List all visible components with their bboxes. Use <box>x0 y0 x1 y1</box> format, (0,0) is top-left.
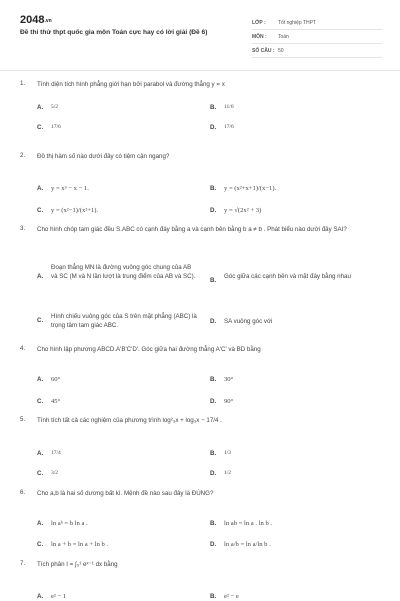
option-a[interactable] <box>37 449 61 458</box>
option-c[interactable] <box>37 469 58 478</box>
question-number: 4. <box>20 345 26 352</box>
meta-row-subject <box>252 30 382 44</box>
question-number: 7. <box>20 560 26 567</box>
option-text: ln ab = ln a . ln b . <box>224 520 273 527</box>
option-letter: A. <box>37 450 44 457</box>
question-stem <box>20 489 380 498</box>
meta-row-count <box>252 44 382 58</box>
option-b[interactable] <box>210 103 234 112</box>
question-stem <box>20 560 380 569</box>
question-text: Tính tích tất cả các nghiệm của phương trình log²₃x + log₃x − 17/4 . <box>37 417 222 424</box>
meta-value: 50 <box>278 47 284 54</box>
option-letter: D. <box>210 398 217 405</box>
option-text: 60° <box>51 376 61 383</box>
question-text: Đồ thị hàm số nào dưới đây có tiệm cận ngang? <box>37 153 170 160</box>
option-text: y = (x²−1)/(x²+1). <box>51 207 99 214</box>
option-text: y = √(2x² + 3) <box>224 207 262 214</box>
option-text: Góc giữa các cạnh bên và mặt đáy bằng nhau <box>224 273 351 280</box>
option-letter: A. <box>37 104 44 111</box>
meta-label: LỚP : <box>252 19 266 26</box>
option-d[interactable] <box>210 540 271 549</box>
option-text: 17/4 <box>51 450 61 456</box>
header-divider <box>0 70 400 71</box>
option-text: 1/3 <box>224 450 232 456</box>
brand-suffix: .vn <box>44 18 52 24</box>
option-b[interactable] <box>210 449 231 458</box>
option-d[interactable] <box>210 206 261 215</box>
option-a[interactable] <box>37 184 89 193</box>
question-text: Cho hình chóp tam giác đều S.ABC có cạnh đáy bằng a và cạnh bên bằng b a ≠ b . Phát biểu nào dưới đây SAI? <box>37 226 347 233</box>
option-b[interactable] <box>210 184 276 193</box>
option-b[interactable] <box>210 375 233 384</box>
option-d[interactable] <box>210 123 234 132</box>
question-stem <box>20 80 380 89</box>
meta-label: SỐ CÂU : <box>252 47 275 54</box>
meta-row-class <box>252 16 382 30</box>
meta-label: MÔN : <box>252 33 267 40</box>
option-text: 45° <box>51 398 61 405</box>
option-c[interactable] <box>37 123 61 132</box>
option-d[interactable] <box>210 469 231 478</box>
option-d[interactable] <box>210 397 233 406</box>
question-stem <box>20 152 380 161</box>
option-letter: C. <box>37 317 44 324</box>
option-text: 5/2 <box>51 104 59 110</box>
option-c[interactable] <box>37 540 108 549</box>
option-letter: C. <box>37 470 44 477</box>
option-a[interactable] <box>37 375 60 384</box>
option-text: 30° <box>224 376 234 383</box>
option-a[interactable] <box>37 103 58 112</box>
option-text: 17/6 <box>51 124 61 130</box>
option-letter: D. <box>210 318 217 325</box>
option-letter: B. <box>210 520 217 527</box>
option-text: e² − e <box>224 593 239 600</box>
question-number: 1. <box>20 80 26 87</box>
question-5 <box>20 416 380 477</box>
question-number: 2. <box>20 152 26 159</box>
question-text: Tính diện tích hình phẳng giới hạn bởi parabol và đường thẳng y = x <box>37 81 225 88</box>
option-text: 90° <box>224 398 234 405</box>
option-text: e² − 1 <box>51 593 67 600</box>
option-c[interactable] <box>37 397 60 406</box>
option-letter: B. <box>210 185 217 192</box>
option-letter: D. <box>210 207 217 214</box>
question-number: 5. <box>20 416 26 423</box>
option-d[interactable] <box>210 317 272 326</box>
option-text: y = (x²+x+1)/(x−1). <box>224 185 277 192</box>
option-text: 3/2 <box>51 470 59 476</box>
option-letter: B. <box>210 277 217 284</box>
question-stem <box>20 345 380 354</box>
meta-value: Tốt nghiệp THPT <box>278 19 316 26</box>
question-1 <box>20 80 380 131</box>
question-2 <box>20 152 380 214</box>
question-text: Cho a,b là hai số dương bất kì. Mệnh đề nào sau đây là ĐÚNG? <box>37 490 214 497</box>
question-7 <box>20 560 380 600</box>
option-text: Hình chiếu vuông góc của S trên mặt phẳng (ABC) là trọng tâm tam giác ABC. <box>51 313 197 329</box>
option-text: Đoạn thẳng MN là đường vuông góc chung của AB và SC (M và N lần lượt là trung điểm của AB và SC). <box>51 264 196 280</box>
option-text: 17/6 <box>224 124 234 130</box>
option-letter: A. <box>37 593 44 600</box>
option-a[interactable] <box>37 519 88 528</box>
option-a[interactable] <box>37 263 197 281</box>
question-4 <box>20 345 380 405</box>
option-b[interactable] <box>210 519 272 528</box>
option-text: 11/6 <box>224 104 234 110</box>
option-text: ln aᵇ = b ln a . <box>51 520 88 527</box>
option-letter: A. <box>37 273 44 280</box>
question-3 <box>20 225 380 329</box>
option-text: ln a + b = ln a + ln b . <box>51 541 109 548</box>
question-6 <box>20 489 380 548</box>
question-stem <box>20 416 380 425</box>
option-letter: A. <box>37 520 44 527</box>
option-letter: B. <box>210 104 217 111</box>
option-text: 1/2 <box>224 470 232 476</box>
option-letter: A. <box>37 185 44 192</box>
page-header <box>20 14 382 60</box>
question-text: Tích phân I = ∫₀¹ eˣ⁻¹ dx bằng <box>37 561 118 568</box>
exam-meta <box>252 16 382 58</box>
exam-title: Đề thi thử thpt quốc gia môn Toán cực hay có lời giải (Đề 6) <box>20 29 208 36</box>
option-c[interactable] <box>37 312 197 330</box>
option-letter: C. <box>37 207 44 214</box>
option-letter: A. <box>37 376 44 383</box>
option-letter: C. <box>37 398 44 405</box>
option-b[interactable] <box>210 272 375 285</box>
option-letter: B. <box>210 593 217 600</box>
option-letter: B. <box>210 450 217 457</box>
brand-name: 2048 <box>20 14 45 26</box>
option-letter: D. <box>210 541 217 548</box>
question-number: 6. <box>20 489 26 496</box>
question-stem <box>20 225 380 234</box>
option-letter: B. <box>210 376 217 383</box>
option-letter: D. <box>210 124 217 131</box>
option-letter: D. <box>210 470 217 477</box>
option-c[interactable] <box>37 206 98 215</box>
option-text: y = x³ − x − 1. <box>51 185 89 192</box>
option-letter: C. <box>37 124 44 131</box>
option-text: ln a/b = ln a/ln b . <box>224 541 271 548</box>
option-letter: C. <box>37 541 44 548</box>
question-text: Cho hình lập phương ABCD.A'B'C'D'. Góc giữa hai đường thẳng A'C' và BD bằng <box>37 346 261 353</box>
question-number: 3. <box>20 225 26 232</box>
meta-value: Toán <box>278 33 289 40</box>
option-text: SA vuông góc với <box>224 318 273 325</box>
